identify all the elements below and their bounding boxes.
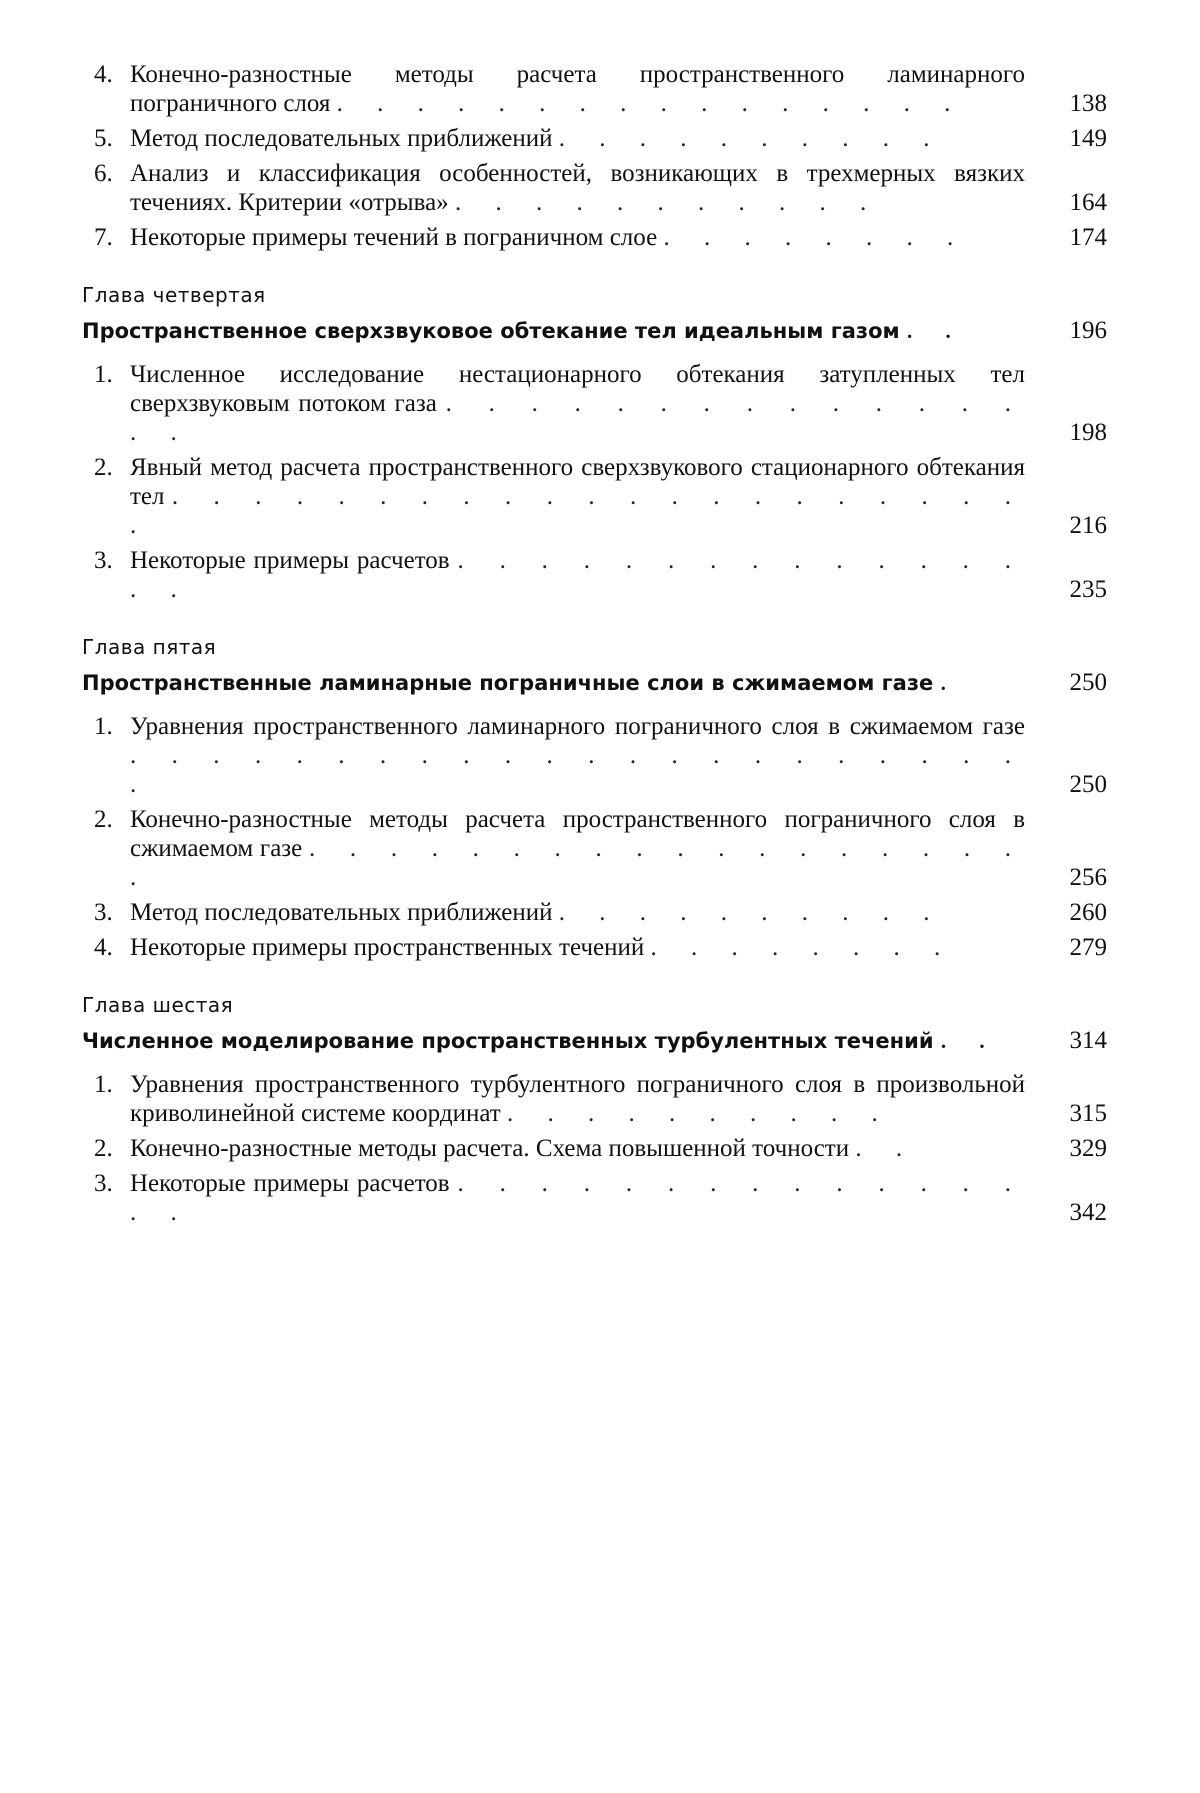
entry-page-number: 279 <box>1069 934 1107 961</box>
toc-entry[interactable] <box>82 546 1117 604</box>
entry-number: 2. <box>94 806 113 833</box>
leader-dots: . . . . . . . . . . <box>558 125 944 152</box>
leader-dots: . . <box>907 319 965 343</box>
chapter-page-number: 314 <box>1069 1027 1107 1054</box>
toc-entry[interactable] <box>82 223 1117 252</box>
leader-dots: . . . . . . . . . . . . . . . . . . . . . . <box>130 483 1026 539</box>
leader-dots: . . . . . . . . . . . <box>454 189 881 216</box>
leader-dots: . . . . . . . . . . . . . . . . <box>130 547 1026 603</box>
entry-number: 2. <box>94 1135 113 1162</box>
chapter-title-row[interactable] <box>82 316 1117 346</box>
intro-entries <box>82 60 1117 252</box>
toc-entry[interactable] <box>82 898 1117 927</box>
leader-dots: . . <box>940 1029 999 1053</box>
entry-title: Некоторые примеры течений в пограничном слое <box>130 224 658 251</box>
chapter-title-row[interactable] <box>82 668 1117 698</box>
chapter-section <box>82 634 1117 962</box>
entry-page-number: 260 <box>1069 899 1107 926</box>
chapter-section <box>82 992 1117 1227</box>
toc-entry[interactable] <box>82 453 1117 540</box>
chapter-label: Глава четвертая <box>82 283 266 307</box>
entry-title: Конечно-разностные методы расчета пространственного пограничного слоя в сжимаемом газе <box>130 806 1025 862</box>
entry-page-number: 216 <box>1069 512 1107 539</box>
entry-title: Некоторые примеры расчетов <box>130 547 450 574</box>
toc-entry[interactable] <box>82 933 1117 962</box>
chapter-section <box>82 282 1117 604</box>
chapter-title: Пространственные ламинарные пограничные слои в сжимаемом газе <box>82 671 934 695</box>
chapter-title: Численное моделирование пространственных турбулентных течений <box>82 1029 934 1053</box>
entry-page-number: 174 <box>1069 224 1107 251</box>
chapter-label: Глава пятая <box>82 635 217 659</box>
entry-number: 1. <box>94 361 113 388</box>
entry-number: 2. <box>94 454 113 481</box>
entry-number: 3. <box>94 1170 113 1197</box>
leader-dots: . . . . . . . . . . . . . . . . <box>336 90 965 117</box>
entry-title: Численное исследование нестационарного обтекания затупленных тел сверхзвуковым потоком газа <box>130 361 1025 417</box>
entry-title: Метод последовательных приближений <box>130 899 553 926</box>
toc-entry[interactable] <box>82 159 1117 217</box>
toc-entry[interactable] <box>82 124 1117 153</box>
entry-page-number: 235 <box>1069 576 1107 603</box>
entry-number: 3. <box>94 899 113 926</box>
leader-dots: . . <box>855 1135 917 1162</box>
entry-number: 3. <box>94 547 113 574</box>
entry-title: Анализ и классификация особенностей, возникающих в трехмерных вязких течениях. Критерии «отрыва» <box>130 160 1025 216</box>
entry-title: Метод последовательных приближений <box>130 125 553 152</box>
entry-title: Уравнения пространственного ламинарного пограничного слоя в сжимаемом газе <box>130 713 1025 740</box>
leader-dots: . . . . . . . . <box>650 934 955 961</box>
entry-number: 5. <box>94 125 113 152</box>
chapter-page-number: 196 <box>1069 317 1107 344</box>
entry-page-number: 250 <box>1069 771 1107 798</box>
leader-dots: . . . . . . . . . . . . . . . . . . . <box>130 835 1026 891</box>
toc-entry[interactable] <box>82 60 1117 118</box>
chapter-label: Глава шестая <box>82 993 234 1017</box>
leader-dots: . . . . . . . . . . <box>558 899 944 926</box>
entry-page-number: 342 <box>1069 1199 1107 1226</box>
leader-dots: . . . . . . . . <box>663 224 968 251</box>
toc-entry[interactable] <box>82 805 1117 892</box>
chapter-title: Пространственное сверхзвуковое обтекание тел идеальным газом <box>82 319 900 343</box>
entry-title: Конечно-разностные методы расчета пространственного ламинарного пограничного слоя <box>130 61 1025 117</box>
entry-number: 1. <box>94 1071 113 1098</box>
entry-number: 7. <box>94 224 113 251</box>
entry-title: Некоторые примеры пространственных течений <box>130 934 645 961</box>
entry-page-number: 149 <box>1069 125 1107 152</box>
toc-entry[interactable] <box>82 360 1117 447</box>
entry-number: 4. <box>94 61 113 88</box>
leader-dots: . . . . . . . . . . . . . . . . <box>130 1170 1026 1226</box>
chapter-title-row[interactable] <box>82 1026 1117 1056</box>
leader-dots: . . . . . . . . . . . . . . . . <box>130 390 1026 446</box>
entry-page-number: 329 <box>1069 1135 1107 1162</box>
entry-page-number: 198 <box>1069 419 1107 446</box>
entry-page-number: 315 <box>1069 1100 1107 1127</box>
entry-page-number: 164 <box>1069 189 1107 216</box>
entry-title: Конечно-разностные методы расчета. Схема повышенной точности <box>130 1135 850 1162</box>
toc-entry[interactable] <box>82 1134 1117 1163</box>
toc-entry[interactable] <box>82 712 1117 799</box>
entry-title: Явный метод расчета пространственного сверхзвукового стационарного обтекания тел <box>130 454 1025 510</box>
leader-dots: . <box>940 671 960 695</box>
leader-dots: . . . . . . . . . . <box>506 1100 892 1127</box>
chapter-page-number: 250 <box>1069 669 1107 696</box>
entry-number: 1. <box>94 713 113 740</box>
entry-title: Уравнения пространственного турбулентного пограничного слоя в произвольной криволинейной системе координат <box>130 1071 1025 1127</box>
entry-page-number: 138 <box>1069 90 1107 117</box>
table-of-contents <box>82 60 1117 1233</box>
leader-dots: . . . . . . . . . . . . . . . . . . . . . . . <box>130 742 1025 798</box>
toc-entry[interactable] <box>82 1169 1117 1227</box>
toc-entry[interactable] <box>82 1070 1117 1128</box>
entry-number: 4. <box>94 934 113 961</box>
entry-number: 6. <box>94 160 113 187</box>
entry-title: Некоторые примеры расчетов <box>130 1170 450 1197</box>
entry-page-number: 256 <box>1069 864 1107 891</box>
